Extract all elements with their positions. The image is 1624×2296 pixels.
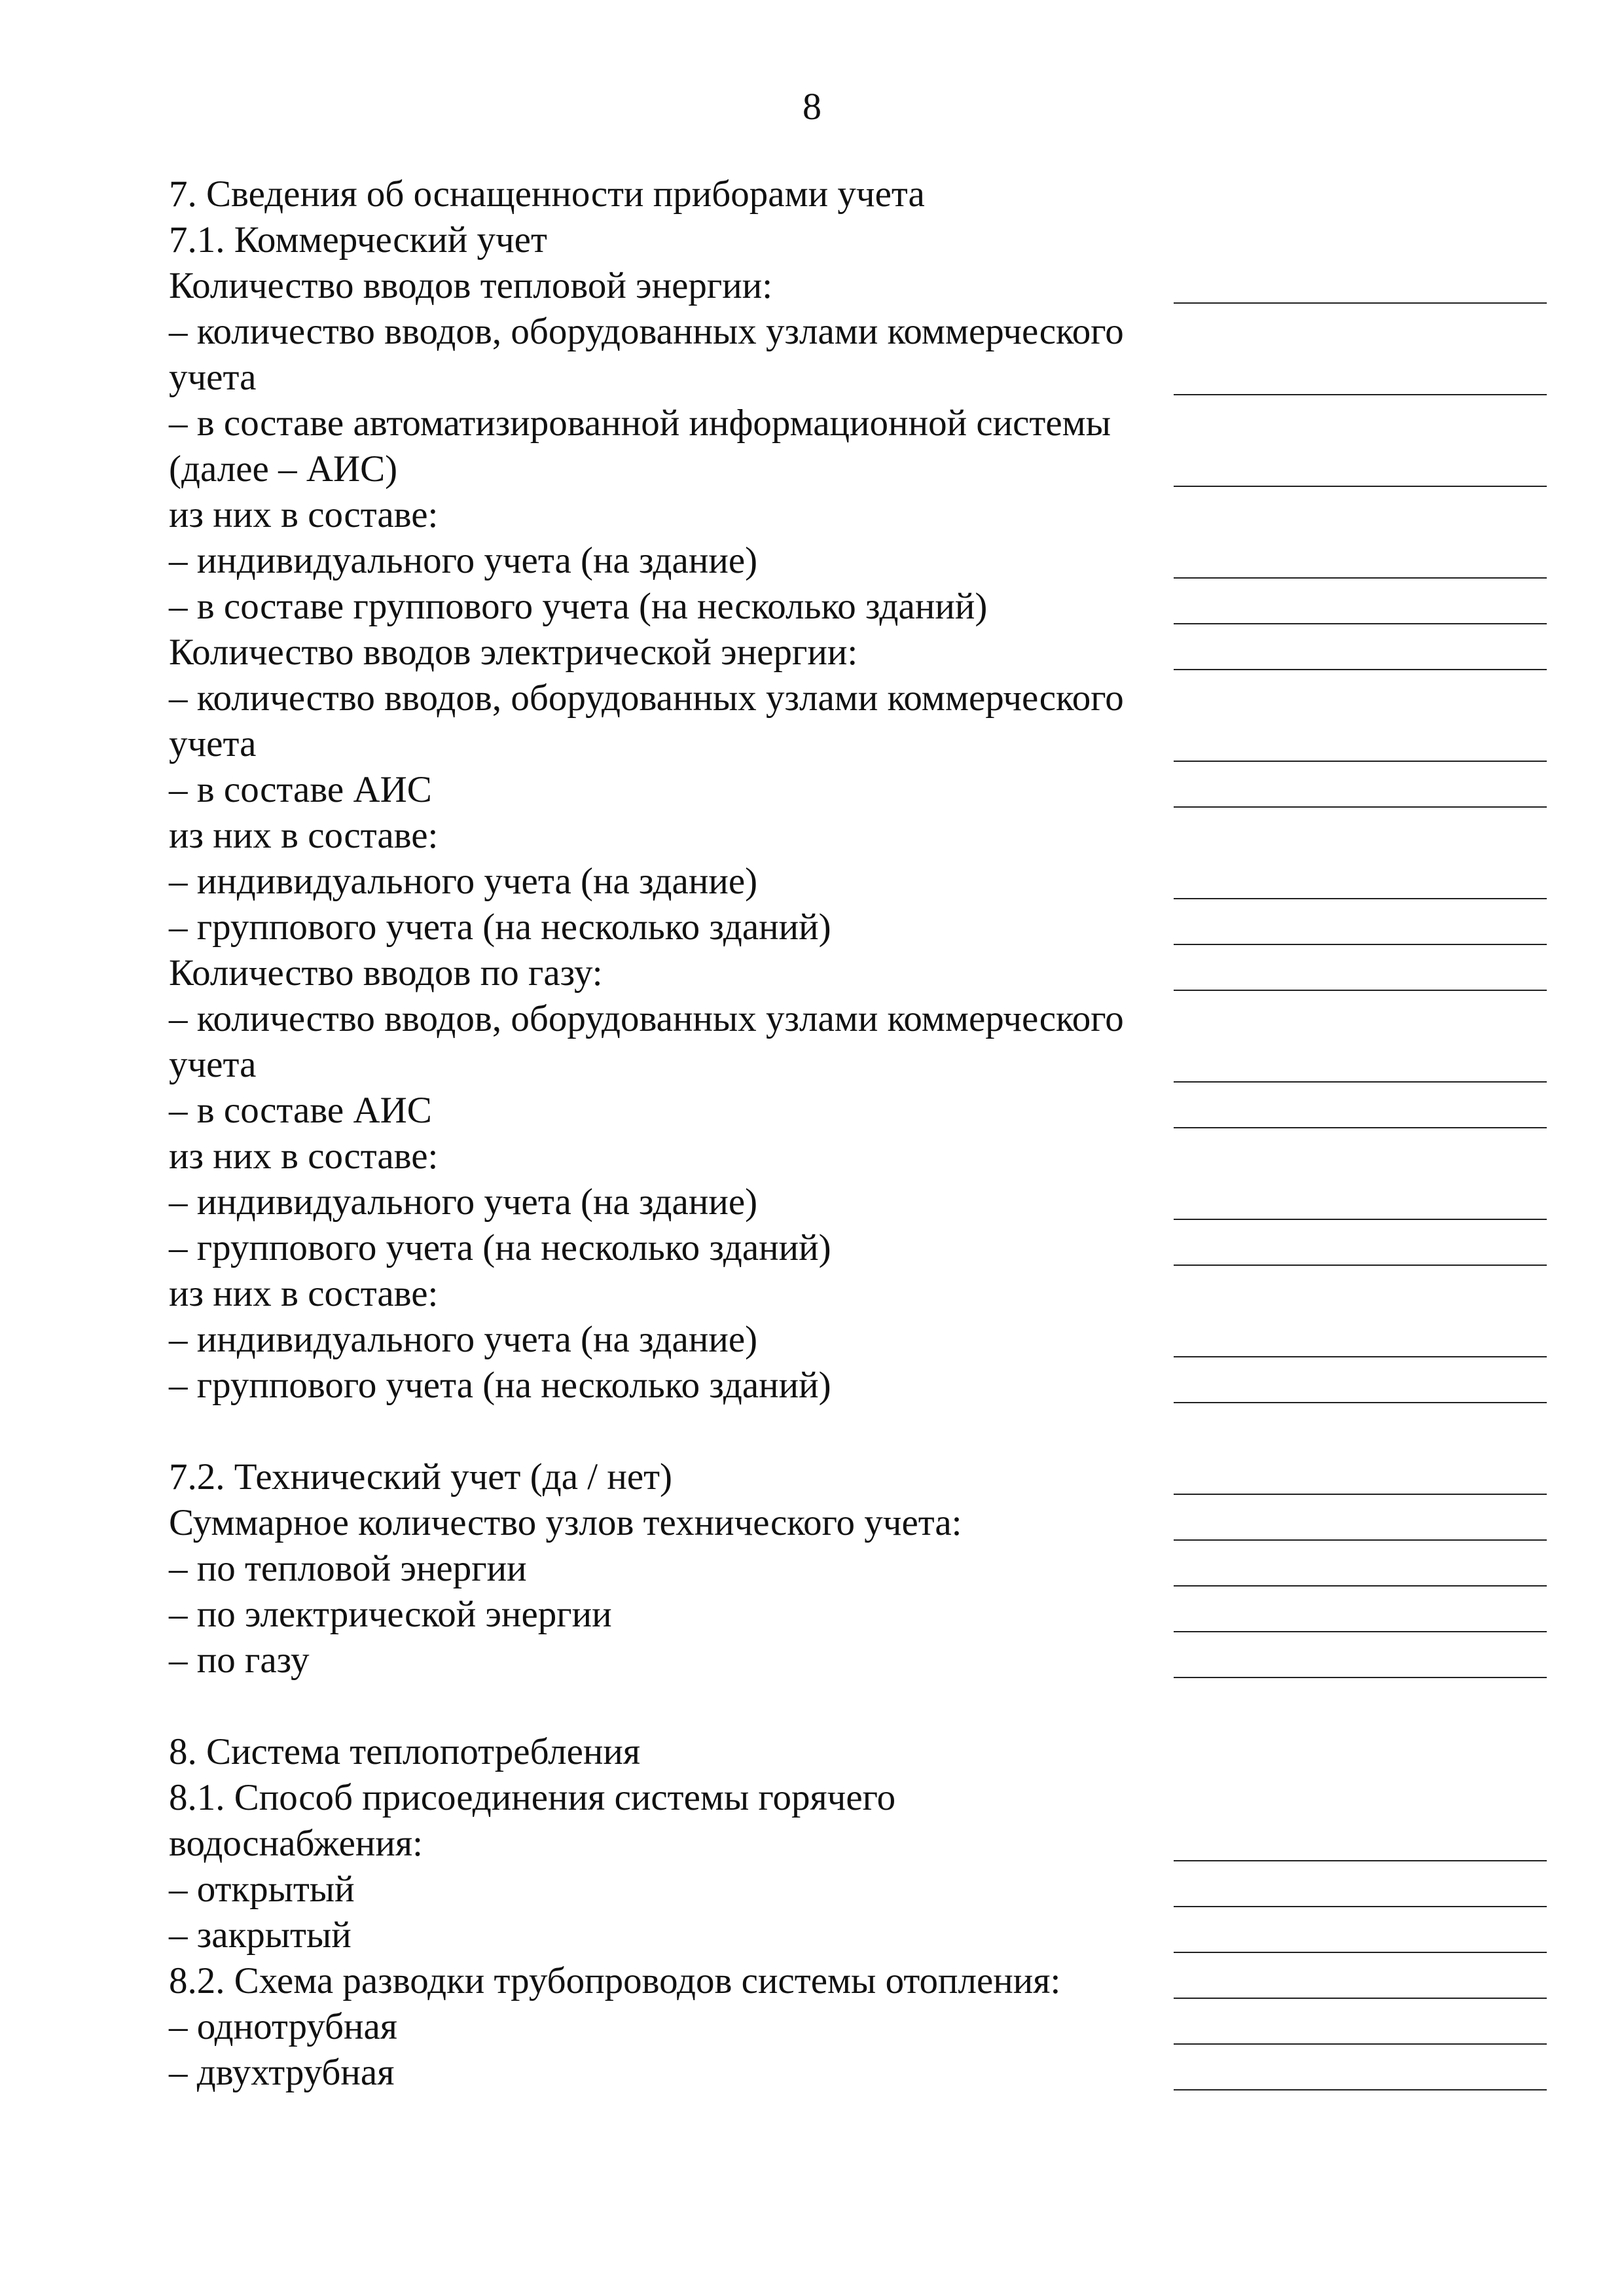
spacer-row: [169, 1683, 1549, 1729]
form-row: [169, 630, 1549, 675]
fill-in-blank[interactable]: [1174, 1998, 1547, 1999]
form-row: [169, 859, 1549, 905]
fill-in-blank[interactable]: [1174, 1265, 1547, 1266]
form-row: [169, 584, 1549, 630]
fill-in-blank[interactable]: [1174, 1906, 1547, 1907]
form-row: [169, 1179, 1549, 1225]
row-label: – по электрической энергии: [169, 1594, 612, 1635]
page-number: 8: [803, 85, 821, 128]
row-label: 8.2. Схема разводки трубопроводов системы отопления:: [169, 1960, 1061, 2001]
row-label: учета: [169, 1044, 257, 1085]
fill-in-blank[interactable]: [1174, 806, 1547, 808]
fill-in-blank[interactable]: [1174, 1127, 1547, 1128]
form-row: [169, 721, 1549, 767]
row-label: – количество вводов, оборудованных узлами коммерческого: [169, 311, 1124, 352]
fill-in-blank[interactable]: [1174, 1402, 1547, 1403]
row-label: – открытый: [169, 1869, 355, 1910]
row-label: – однотрубная: [169, 2006, 397, 2047]
form-row: [169, 1821, 1549, 1867]
fill-in-blank[interactable]: [1174, 577, 1547, 579]
fill-in-blank[interactable]: [1174, 2043, 1547, 2045]
form-row: [169, 1638, 1549, 1683]
fill-in-blank[interactable]: [1174, 1585, 1547, 1587]
row-label: из них в составе:: [169, 494, 439, 535]
form-row: [169, 1042, 1549, 1088]
fill-in-blank[interactable]: [1174, 1494, 1547, 1495]
row-label: Количество вводов электрической энергии:: [169, 632, 858, 673]
form-row: [169, 263, 1549, 309]
row-label: – индивидуального учета (на здание): [169, 1181, 758, 1223]
fill-in-blank[interactable]: [1174, 2089, 1547, 2090]
form-row: [169, 1592, 1549, 1638]
row-label: – индивидуального учета (на здание): [169, 540, 758, 581]
fill-in-blank[interactable]: [1174, 944, 1547, 945]
row-label: из них в составе:: [169, 1136, 439, 1177]
fill-in-blank[interactable]: [1174, 898, 1547, 899]
form-row: [169, 1500, 1549, 1546]
form-row: [169, 1958, 1549, 2004]
row-label: – группового учета (на несколько зданий): [169, 1227, 831, 1268]
fill-in-blank[interactable]: [1174, 1952, 1547, 1953]
form-row: [169, 1775, 1549, 1821]
form-row: [169, 1363, 1549, 1408]
row-label: учета: [169, 357, 257, 398]
form-row: [169, 401, 1549, 446]
form-row: [169, 1088, 1549, 1134]
row-label: – количество вводов, оборудованных узлами коммерческого: [169, 998, 1124, 1039]
form-row: [169, 492, 1549, 538]
row-label: – по тепловой энергии: [169, 1548, 527, 1589]
row-label: – в составе АИС: [169, 769, 432, 810]
row-label: – количество вводов, оборудованных узлами коммерческого: [169, 677, 1124, 719]
form-row: [169, 1546, 1549, 1592]
form-row: [169, 767, 1549, 813]
fill-in-blank[interactable]: [1174, 1631, 1547, 1632]
form-row: [169, 355, 1549, 401]
fill-in-blank[interactable]: [1174, 1356, 1547, 1357]
row-label: 7. Сведения об оснащенности приборами учета: [169, 173, 925, 215]
fill-in-blank[interactable]: [1174, 394, 1547, 395]
row-label: 7.2. Технический учет (да / нет): [169, 1456, 673, 1498]
row-label: учета: [169, 723, 257, 764]
row-label: из них в составе:: [169, 815, 439, 856]
form-row: [169, 1454, 1549, 1500]
fill-in-blank[interactable]: [1174, 1539, 1547, 1541]
fill-in-blank[interactable]: [1174, 1860, 1547, 1861]
form-row: [169, 905, 1549, 950]
accounting-form: [169, 171, 1549, 2096]
form-row: [169, 1912, 1549, 1958]
form-row: [169, 538, 1549, 584]
row-label: из них в составе:: [169, 1273, 439, 1314]
form-row: [169, 675, 1549, 721]
form-row: [169, 1134, 1549, 1179]
row-label: – закрытый: [169, 1914, 352, 1956]
form-row: [169, 217, 1549, 263]
row-label: 8.1. Способ присоединения системы горячего: [169, 1777, 896, 1818]
row-label: (далее – АИС): [169, 448, 398, 490]
form-row: [169, 950, 1549, 996]
fill-in-blank[interactable]: [1174, 486, 1547, 487]
row-label: – по газу: [169, 1640, 310, 1681]
row-label: – в составе АИС: [169, 1090, 432, 1131]
form-row: [169, 1729, 1549, 1775]
form-row: [169, 2050, 1549, 2096]
form-row: [169, 446, 1549, 492]
row-label: Количество вводов по газу:: [169, 952, 603, 994]
fill-in-blank[interactable]: [1174, 1677, 1547, 1678]
form-row: [169, 996, 1549, 1042]
row-label: 8. Система теплопотребления: [169, 1731, 641, 1772]
row-label: – в составе автоматизированной информационной системы: [169, 403, 1111, 444]
spacer-row: [169, 1408, 1549, 1454]
row-label: – группового учета (на несколько зданий): [169, 1365, 831, 1406]
row-label: Суммарное количество узлов технического учета:: [169, 1502, 962, 1543]
fill-in-blank[interactable]: [1174, 1219, 1547, 1220]
fill-in-blank[interactable]: [1174, 1081, 1547, 1083]
fill-in-blank[interactable]: [1174, 302, 1547, 304]
form-row: [169, 171, 1549, 217]
row-label: 7.1. Коммерческий учет: [169, 219, 547, 260]
row-label: – индивидуального учета (на здание): [169, 1319, 758, 1360]
row-label: водоснабжения:: [169, 1823, 423, 1864]
form-row: [169, 1225, 1549, 1271]
form-row: [169, 309, 1549, 355]
row-label: – группового учета (на несколько зданий): [169, 906, 831, 948]
fill-in-blank[interactable]: [1174, 761, 1547, 762]
form-row: [169, 2004, 1549, 2050]
form-row: [169, 1271, 1549, 1317]
row-label: – двухтрубная: [169, 2052, 395, 2093]
fill-in-blank[interactable]: [1174, 623, 1547, 624]
form-row: [169, 1317, 1549, 1363]
row-label: Количество вводов тепловой энергии:: [169, 265, 773, 306]
row-label: – индивидуального учета (на здание): [169, 861, 758, 902]
form-row: [169, 1867, 1549, 1912]
fill-in-blank[interactable]: [1174, 669, 1547, 670]
fill-in-blank[interactable]: [1174, 990, 1547, 991]
row-label: – в составе группового учета (на несколько зданий): [169, 586, 988, 627]
form-row: [169, 813, 1549, 859]
